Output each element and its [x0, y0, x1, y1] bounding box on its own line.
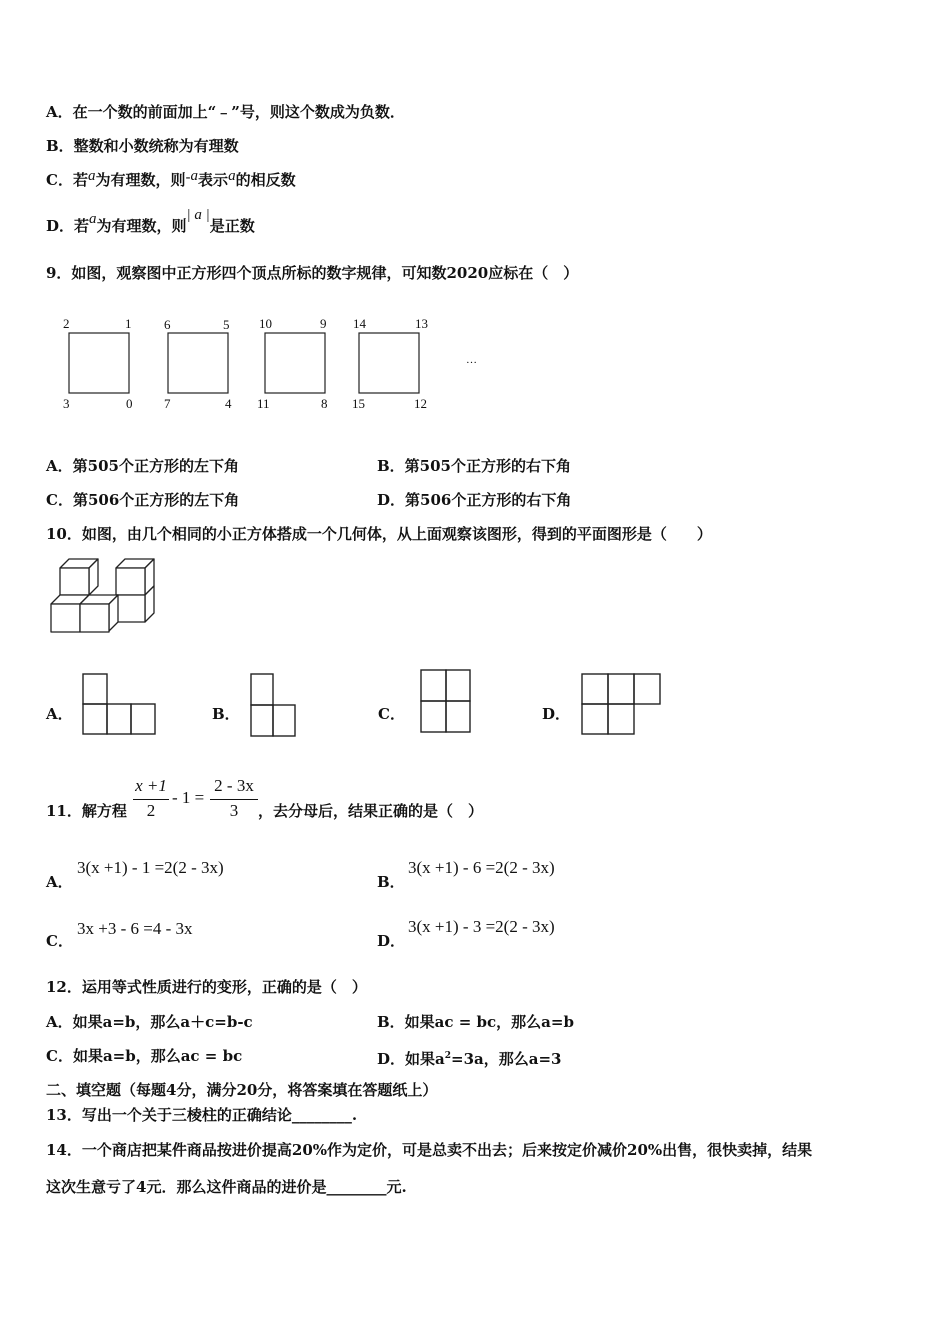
- q8-c-end: 的相反数: [235, 171, 296, 189]
- q8-c-neg: -: [185, 168, 191, 186]
- q13-text: 13．写出一个关于三棱柱的正确结论________.: [46, 1106, 358, 1124]
- q9-sq2-br: 4: [225, 396, 232, 411]
- q11-frac2-den: 3: [229, 801, 239, 820]
- q10-stem: 10．如图，由几个相同的小正方体搭成一个几何体，从上面观察该图形，得到的平面图形是（ ）: [46, 525, 712, 543]
- q12-option-c: C．如果a=b，那么ac = bc: [46, 1047, 243, 1065]
- q9-option-a: A．第505个正方形的左下角: [46, 457, 239, 475]
- q8-d-prefix: D．若: [46, 217, 90, 235]
- q10-shape-c: [421, 670, 470, 732]
- q11-option-a: 3(x +1) - 1 =2(2 - 3x): [77, 858, 224, 877]
- q11-b-label: B．: [377, 873, 405, 891]
- q10-shape-b: [251, 674, 295, 736]
- q12-d-prefix: D．如果a: [377, 1050, 445, 1068]
- q9-option-d: D．第506个正方形的右下角: [377, 491, 572, 509]
- q11-mid: - 1 =: [172, 788, 205, 807]
- q11-stem-suffix: ，去分母后，结果正确的是（ ）: [258, 802, 484, 820]
- q9-sq2-bl: 7: [164, 396, 171, 411]
- q11-frac2-line: [210, 799, 258, 800]
- q9-sq2-tl: 6: [164, 317, 171, 332]
- q9-sq1-br: 0: [126, 396, 133, 411]
- q8-d-end: 是正数: [209, 217, 255, 235]
- q10-option-a-label: A．: [46, 705, 73, 723]
- q8-c-var3: a: [228, 168, 236, 184]
- q9-sq1-bl: 3: [63, 396, 70, 411]
- q10-shape-d: [582, 674, 660, 734]
- q9-sq1-tr: 1: [125, 316, 132, 331]
- q8-c-mid2: 表示: [198, 171, 229, 189]
- q9-sq3-bl: 11: [257, 396, 270, 411]
- q11-option-b: 3(x +1) - 6 =2(2 - 3x): [408, 858, 555, 877]
- q9-ellipsis: …: [466, 354, 477, 366]
- q9-sq4-tl: 14: [353, 316, 366, 331]
- q12-option-d: [377, 1046, 561, 1069]
- q10-option-d-label: D．: [542, 705, 571, 723]
- q9-sq3-tr: 9: [320, 316, 327, 331]
- q8-d-mid: 为有理数，则: [96, 217, 187, 235]
- q11-frac1-den: 2: [146, 801, 156, 820]
- q9-sq4-bl: 15: [352, 396, 365, 411]
- q9-stem: 9．如图，观察图中正方形四个顶点所标的数字规律，可知数2020应标在（ ）: [46, 264, 579, 282]
- q9-sq2-tr: 5: [223, 317, 230, 332]
- q8-d-abs: | a |: [186, 207, 210, 223]
- q11-frac1-num: x +1: [135, 776, 167, 795]
- q10-option-c-label: C．: [378, 705, 405, 723]
- q9-sq3-br: 8: [321, 396, 328, 411]
- q14-line2: 这次生意亏了4元．那么这件商品的进价是________元.: [46, 1178, 407, 1196]
- q12-option-a: A．如果a=b，那么a＋c=b-c: [46, 1013, 253, 1031]
- q9-sq4-tr: 13: [415, 316, 428, 331]
- q9-option-c: C．第506个正方形的左下角: [46, 491, 240, 509]
- q11-d-label: D．: [377, 932, 406, 950]
- q8-c-mid: 为有理数，则: [95, 171, 186, 189]
- q12-option-b: B．如果ac = bc，那么a=b: [377, 1013, 574, 1031]
- q8-c-var: a: [87, 168, 96, 184]
- q10-option-b-label: B．: [212, 705, 240, 723]
- q11-stem-prefix: 11．解方程: [46, 802, 127, 820]
- q12-stem: 12．运用等式性质进行的变形，正确的是（ ）: [46, 978, 367, 996]
- q11-frac1-line: [133, 799, 169, 800]
- q11-frac2-num: 2 - 3x: [214, 776, 254, 795]
- q9-sq3-tl: 10: [259, 316, 272, 331]
- q11-option-d: 3(x +1) - 3 =2(2 - 3x): [408, 917, 555, 936]
- q8-option-a: A．在一个数的前面加上“﹣”号，则这个数成为负数．: [46, 103, 405, 121]
- q8-option-b: B．整数和小数统称为有理数: [46, 137, 239, 155]
- q11-option-c: 3x +3 - 6 =4 - 3x: [77, 919, 193, 938]
- q9-sq4-br: 12: [414, 396, 427, 411]
- q12-d-suffix: =3a，那么a=3: [451, 1050, 562, 1068]
- q9-option-b: B．第505个正方形的右下角: [377, 457, 571, 475]
- q9-sq1-tl: 2: [63, 316, 70, 331]
- q12-d-sup: 2: [444, 1051, 451, 1061]
- q8-d-var: a: [89, 211, 97, 227]
- q14-line1: 14．一个商店把某件商品按进价提高20%作为定价，可是总卖不出去；后来按定价减价20%出售，很快卖掉，结果: [46, 1141, 813, 1159]
- q11-c-label: C．: [46, 932, 73, 950]
- q8-c-var2: a: [190, 168, 199, 184]
- q8-c-prefix: C．若: [46, 171, 88, 189]
- q10-shape-a: [83, 674, 155, 734]
- q11-a-label: A．: [46, 873, 73, 891]
- section-2-heading: 二、填空题（每题4分，满分20分，将答案填在答题纸上）: [46, 1081, 438, 1099]
